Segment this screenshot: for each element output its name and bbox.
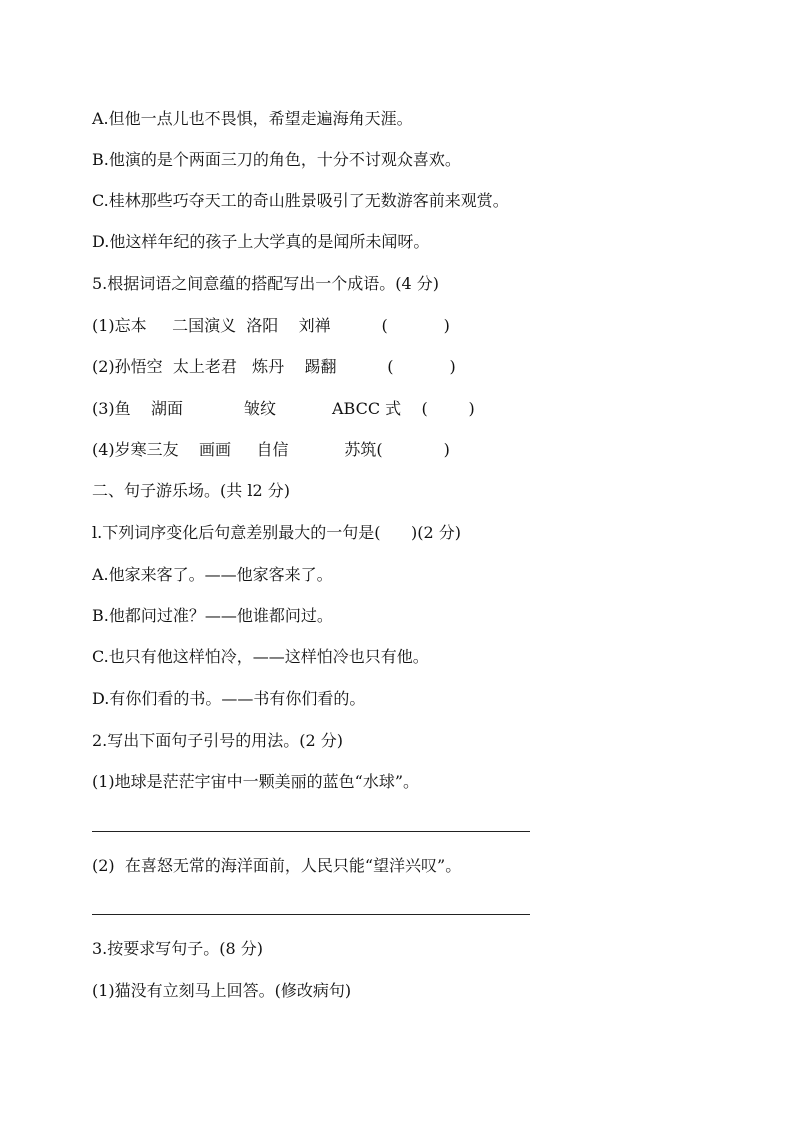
s2-q2-item-2: (2) 在喜怒无常的海洋面前，人民只能“望洋兴叹”。 [92,856,462,875]
q5-title: 5.根据词语之间意蕴的搭配写出一个成语。(4 分) [92,274,440,293]
s2-q1-option-c: C.也只有他这样怕冷，——这样怕冷也只有他。 [92,647,429,666]
s2-q3-title: 3.按要求写句子。(8 分) [92,939,264,958]
s2-q1-option-b: B.他都问过准？——他谁都问过。 [92,606,333,625]
s2-q2-item-1: (1)地球是茫茫宇宙中一颗美丽的蓝色“水球”。 [92,772,420,791]
s2-q1-title: l.下列词序变化后句意差别最大的一句是( )(2 分) [92,523,461,542]
s2-q1-option-a: A.他家来客了。——他家客来了。 [92,565,333,584]
q4-option-c: C.桂林那些巧夺天工的奇山胜景吸引了无数游客前来观赏。 [92,191,509,210]
s2-q1-option-d: D.有你们看的书。——书有你们看的。 [92,689,366,708]
q5-item-1: (1)忘本 二国演义 洛阳 刘禅 ( ) [92,316,450,335]
q5-item-2: (2)孙悟空 太上老君 炼丹 踢翻 ( ) [92,357,456,376]
answer-line-2[interactable] [92,914,530,915]
section-2-title: 二、句子游乐场。(共 l2 分) [92,481,290,500]
q4-option-a: A.但他一点儿也不畏惧，希望走遍海角天涯。 [92,109,413,128]
q4-option-b: B.他演的是个两面三刀的角色，十分不讨观众喜欢。 [92,150,461,169]
answer-line-1[interactable] [92,831,530,832]
s2-q3-item-1: (1)猫没有立刻马上回答。(修改病句) [92,981,352,1000]
q5-item-4: (4)岁寒三友 画画 自信 苏筑( ) [92,440,450,459]
q5-item-3: (3)鱼 湖面 皱纹 ABCC 式 ( ) [92,399,475,418]
q4-option-d: D.他这样年纪的孩子上大学真的是闻所未闻呀。 [92,232,430,251]
s2-q2-title: 2.写出下面句子引号的用法。(2 分) [92,731,344,750]
